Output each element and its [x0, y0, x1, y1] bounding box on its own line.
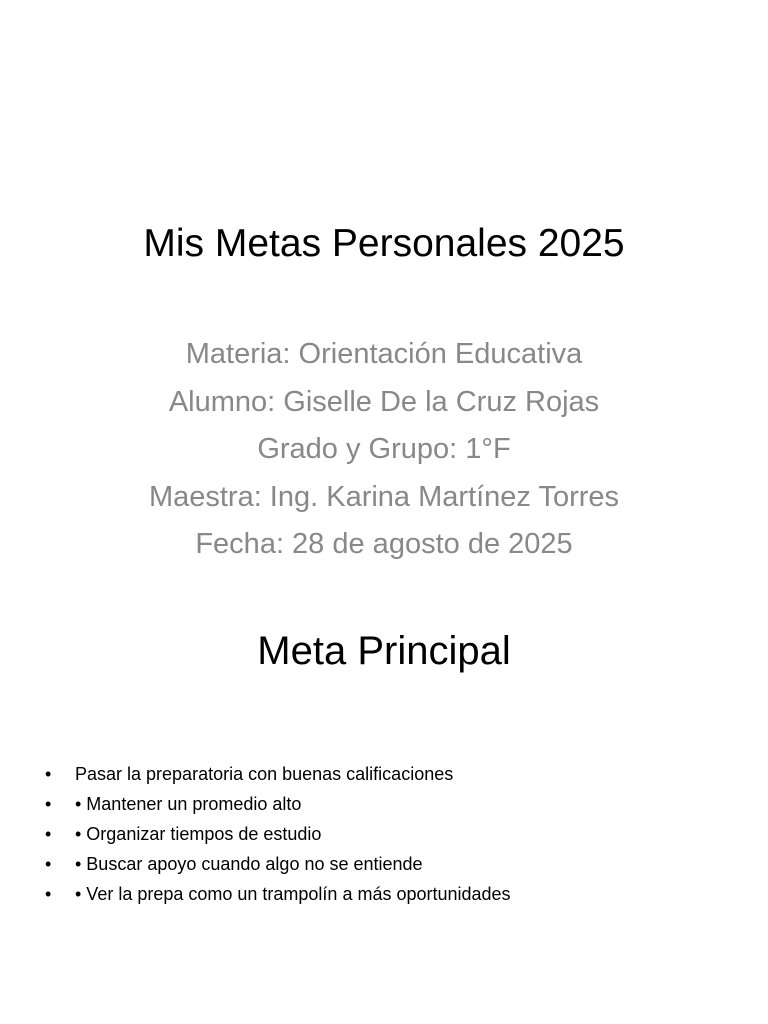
- list-item: [40, 819, 511, 849]
- bullet-icon: •: [45, 824, 52, 844]
- list-item: [40, 789, 511, 819]
- date-line: Fecha: 28 de agosto de 2025: [195, 528, 573, 560]
- bullet-icon: •: [45, 764, 52, 784]
- bullet-icon: •: [45, 884, 52, 904]
- list-item: [40, 759, 511, 789]
- goals-list: [40, 759, 511, 909]
- bullet-icon: •: [45, 794, 52, 814]
- subject-line: Materia: Orientación Educativa: [185, 338, 583, 370]
- list-item-text: Pasar la preparatoria con buenas calificaciones: [75, 764, 454, 784]
- list-item: [40, 879, 511, 909]
- list-item-text: • Ver la prepa como un trampolín a más oportunidades: [75, 884, 511, 904]
- teacher-line: Maestra: Ing. Karina Martínez Torres: [148, 480, 620, 513]
- list-item-text: • Organizar tiempos de estudio: [75, 824, 322, 844]
- bullet-icon: •: [45, 854, 52, 874]
- subtitle-block: [0, 331, 768, 569]
- section-title: Meta Principal: [257, 629, 511, 673]
- student-line: Alumno: Giselle De la Cruz Rojas: [168, 385, 600, 418]
- list-item-text: • Buscar apoyo cuando algo no se entiende: [75, 854, 423, 874]
- list-item: [40, 849, 511, 879]
- grade-group-line: Grado y Grupo: 1°F: [257, 433, 511, 465]
- slide-title: Mis Metas Personales 2025: [143, 222, 625, 265]
- list-item-text: • Mantener un promedio alto: [75, 794, 302, 814]
